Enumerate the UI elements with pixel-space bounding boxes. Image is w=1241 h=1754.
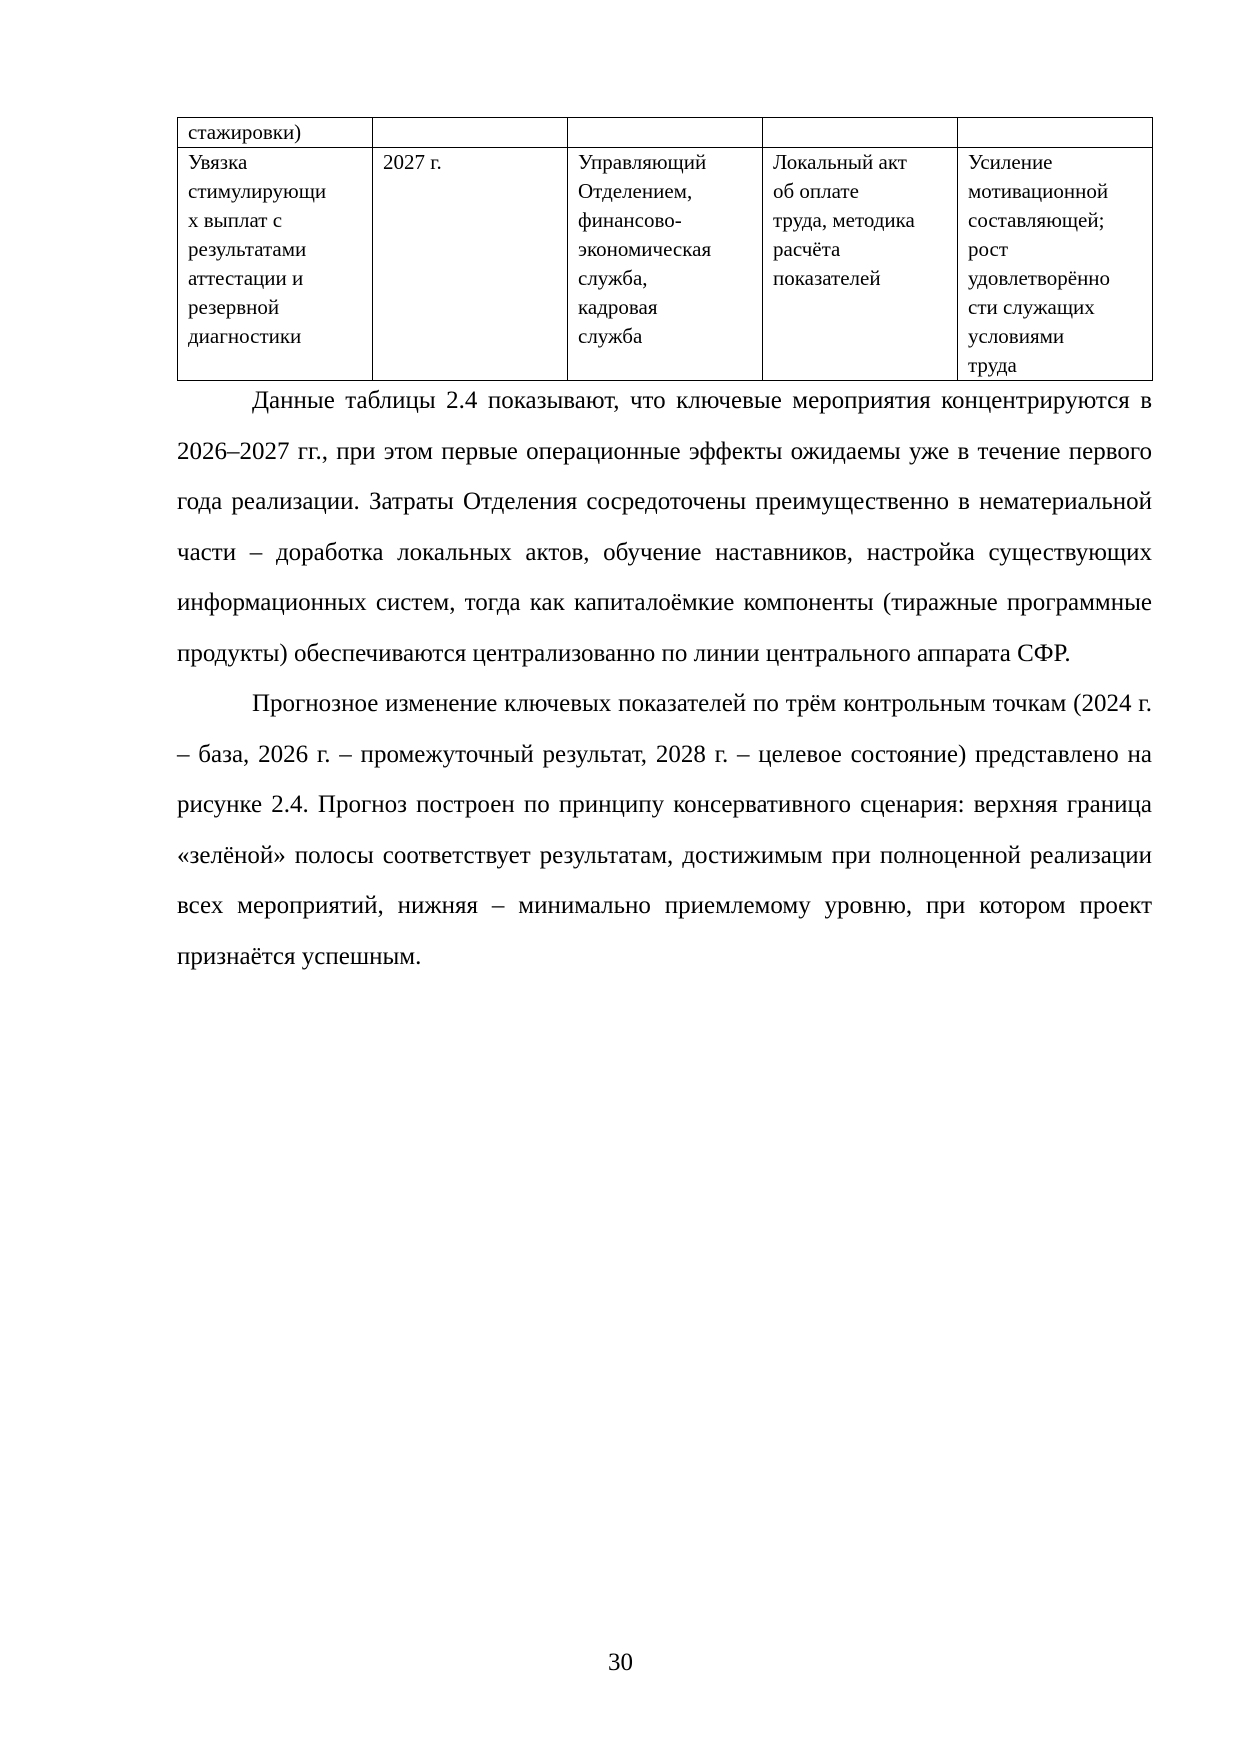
table-row [178, 148, 1153, 381]
table-cell-measure: Увязка стимулирующи х выплат с результатами аттестации и резервной диагностики [178, 148, 373, 381]
paragraph-table-analysis: Данные таблицы 2.4 показывают, что ключевые мероприятия концентрируются в 2026–2027 гг., при этом первые операционные эффекты ожидаемы уже в течение первого года реализации. Затраты Отделения сосредоточены преимущественно в нематериальной части – доработка локальных актов, обучение наставников, настройка существующих информационных систем, тогда как капиталоёмкие компоненты (тиражные программные продукты) обеспечиваются централизованно по линии центрального аппарата СФР. [177, 387, 1152, 667]
table-cell-deadline [373, 118, 568, 148]
table-cell-document: Локальный акт об оплате труда, методика расчёта показателей [763, 148, 958, 381]
table-cell-effect: Усиление мотивационной составляющей; рост удовлетворённо сти служащих условиями труда [958, 148, 1153, 381]
table-cell-deadline: 2027 г. [373, 148, 568, 381]
table-cell-effect [958, 118, 1153, 148]
page-number: 30 [608, 1649, 633, 1676]
table-cell-responsible [568, 118, 763, 148]
table-cell-document [763, 118, 958, 148]
table-cell-measure: стажировки) [178, 118, 373, 148]
table-row [178, 118, 1153, 148]
paragraph-forecast: Прогнозное изменение ключевых показателей по трём контрольным точкам (2024 г. – база, 2026 г. – промежуточный результат, 2028 г. – целевое состояние) представлено на рисунке 2.4. Прогноз построен по принципу консервативного сценария: верхняя граница «зелёной» полосы соответствует результатам, достижимым при полноценной реализации всех мероприятий, нижняя – минимально приемлемому уровню, при котором проект признаётся успешным. [177, 690, 1152, 970]
body-text [177, 376, 1152, 982]
table-cell-responsible: Управляющий Отделением, финансово- экономическая служба, кадровая служба [568, 148, 763, 381]
measures-table-continuation [177, 117, 1153, 381]
